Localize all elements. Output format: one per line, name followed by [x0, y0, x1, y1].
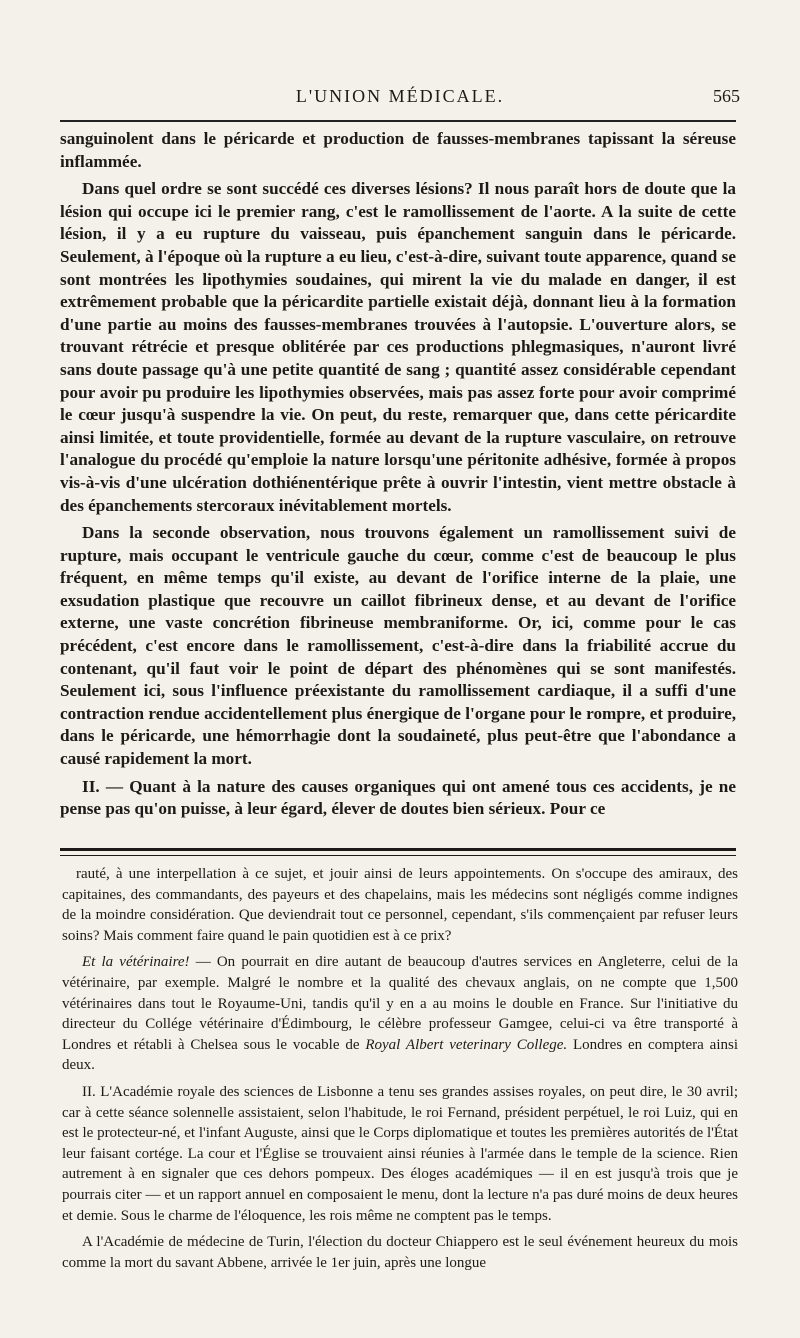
note-text: Londres en comptera ainsi deux.	[62, 1036, 738, 1074]
page-number: 565	[713, 86, 740, 106]
italic-name: Royal Albert veterinary College.	[365, 1036, 568, 1053]
running-title: L'UNION MÉDICALE.	[295, 86, 505, 106]
paragraph: II. — Quant à la nature des causes organiques qui ont amené tous ces accidents, je ne pense pas qu'on puisse, à leur égard, élever de doutes bien sérieux. Pour ce	[60, 776, 736, 819]
paragraph: Dans la seconde observation, nous trouvons également un ramollissement suivi de rupture, mais occupant le ventricule gauche du cœur, comme c'est de beaucoup le plus fréquent, en même temps qu'il existe, au devant de l'orifice interne de la plaie, une exsudation plastique que recouvre un caillot fibrineux dense, et au devant de l'orifice externe, une vaste concrétion fibrineuse membraniforme. Or, ici, comme pour le cas précédent, c'est encore dans le ramollissement, c'est-à-dire dans la friabilité accrue du contenant, qu'il faut voir le point de départ des phénomènes qui se sont manifestés. Seulement ici, sous l'influence préexistante du ramollissement cardiaque, il a suffi d'une contraction rendue accidentellement plus énergique de l'organe pour le rompre, et produire, dans le péricarde, une hémorrhagie dont la soudaineté, plus peut-être que l'abondance a causé rapidement la mort.	[60, 523, 736, 769]
note-paragraph	[62, 952, 738, 1076]
note-paragraph: rauté, à une interpellation à ce sujet, et jouir ainsi de leurs appointements. On s'occupe des amiraux, des capitaines, des commandants, des payeurs et des chapelains, mais les médecins sont négligés comme indignes de la moindre considération. Que deviendrait tout ce personnel, cependant, s'ils commençaient par refuser leurs soins? Mais comment faire quand le pain quotidien est à ce prix?	[62, 866, 738, 944]
feuilleton-text	[62, 864, 738, 1279]
paragraph: Dans quel ordre se sont succédé ces diverses lésions? Il nous paraît hors de doute que la lésion qui occupe ici le premier rang, c'est le ramollissement de l'aorte. A la suite de cette lésion, il y a eu rupture du vaisseau, puis épanchement sanguin dans le péricarde. Seulement, à l'époque où la rupture a eu lieu, c'est-à-dire, suivant toute apparence, quand se sont montrées les lipothymies soudaines, qui mirent la vie du malade en danger, il est extrêmement probable que la péricardite partielle existait déjà, donnant lieu à la formation d'une partie au moins des fausses-membranes trouvées à l'autopsie. L'ouverture alors, se trouvant rétrécie et presque oblitérée par ces productions phlegmasiques, n'auront livré sans doute passage qu'à une petite quantité de sang ; quantité assez considérable cependant pour avoir pu produire les lipothymies observées, mais pas assez forte pour avoir comprimé le cœur jusqu'à suspendre la vie. On peut, du reste, remarquer que, dans cette péricardite ainsi limitée, et toute providentielle, formée au devant de la rupture vasculaire, on retrouve l'analogue du procédé qu'emploie la nature lorsqu'une péritonite adhésive, formée à propos vis-à-vis d'une ulcération dothiénentérique prête à ouvrir l'intestin, vient mettre obstacle à des épanchements stercoraux inévitablement mortels.	[60, 179, 736, 515]
note-text: — On pourrait en dire autant de beaucoup d'autres services en Angleterre, celui de la vétérinaire, par exemple. Malgré le nombre et la qualité des chevaux anglais, on ne compte que 1,500 vétérinaires dans tout le Royaume-Uni, tandis qu'il y en a au moins le double en France. Sur l'initiative du directeur du Collége vétérinaire d'Édimbourg, le célèbre professeur Gamgee, celui-ci va être transporté à Londres et rétabli à Chelsea sous le vocable de	[62, 954, 739, 1053]
section-divider	[60, 848, 736, 856]
italic-heading: Et la vétérinaire!	[82, 954, 190, 971]
main-text	[60, 128, 736, 826]
note-paragraph: II. L'Académie royale des sciences de Lisbonne a tenu ses grandes assises royales, on peut dire, le 30 avril; car à cette séance solennelle assistaient, selon l'habitude, le roi Fernand, président perpétuel, le roi Luiz, qui en est le protecteur-né, et l'infant Auguste, ainsi que le Corps diplomatique et toutes les premières autorités de l'État leur faisant cortége. La cour et l'Église se trouvaient ainsi réunies à l'armée dans le temple de la science. Rien autrement à en signaler que ces dehors pompeux. Des éloges académiques — il en est jusqu'à trois que je pourrais citer — et un rapport annuel en composaient le menu, dont la lecture n'a pas duré moins de deux heures et demie. Sous le charme de l'éloquence, les rois même ne comptent pas le temps.	[62, 1083, 738, 1224]
header-rule	[60, 120, 736, 122]
note-paragraph: A l'Académie de médecine de Turin, l'élection du docteur Chiappero est le seul événement heureux du mois comme la mort du savant Abbene, arrivée le 1er juin, après une longue	[62, 1234, 738, 1271]
page-header	[60, 78, 740, 112]
paragraph: sanguinolent dans le péricarde et production de fausses-membranes tapissant la séreuse inflammée.	[60, 129, 736, 171]
